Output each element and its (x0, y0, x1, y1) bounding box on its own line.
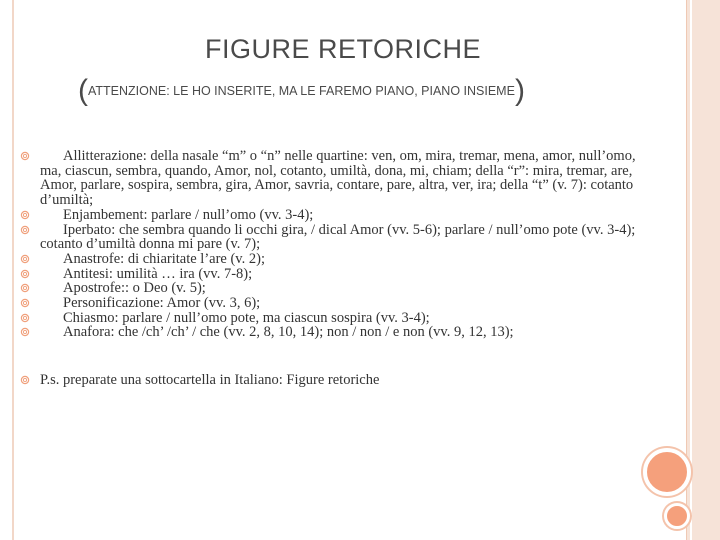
list-item-text: Antitesi: umilità … ira (vv. 7-8); (63, 265, 253, 282)
list-item-text: Anastrofe: di chiaritate l’are (v. 2); (63, 250, 265, 267)
bullet-icon (20, 210, 30, 220)
list-item (40, 208, 640, 223)
bullet-icon (20, 151, 30, 161)
list-item (40, 281, 640, 296)
bullet-icon (20, 327, 30, 337)
list-item-text: Enjambement: parlare / null’omo (vv. 3-4); (63, 206, 314, 223)
bullet-icon (20, 313, 30, 323)
list-item-text: Iperbato: che sembra quando li occhi gira, / dical Amor (vv. 5-6); parlare / null’omo pote (vv. 3-4); cotanto d’umiltà donna mi pare (v. 7); (40, 221, 636, 253)
frame-left-border (0, 0, 14, 540)
list-item (40, 296, 640, 311)
list-item (40, 267, 640, 282)
bullet-icon (20, 283, 30, 293)
bullet-icon (20, 269, 30, 279)
list-item-text: Allitterazione: della nasale “m” o “n” nelle quartine: ven, om, mira, tremar, mena, amor, null’omo, ma, ciascun, sembra, quando, Amor, nol, cotanto, umiltà, dona, mi, chiam; della “r”: mira, tremar, are, Amor, parlare, sospira, sembra, gira, Amor, savria, contare, pare, altra, ver, ira; della “t” (v. 7): cotanto d’umiltà; (40, 148, 636, 209)
subtitle-text: ATTENZIONE: LE HO INSERITE, MA LE FAREMO PIANO, PIANO INSIEME (88, 84, 515, 98)
frame-right-line (690, 0, 692, 540)
slide-title: FIGURE RETORICHE (204, 34, 482, 64)
list-spacer (40, 340, 640, 373)
subtitle-open-paren: ( (78, 74, 88, 107)
list-item-text: Personificazione: Amor (vv. 3, 6); (63, 295, 261, 312)
subtitle-close-paren: ) (514, 74, 525, 107)
list-item (40, 252, 640, 267)
list-item-text: Apostrofe:: o Deo (v. 5); (63, 280, 206, 297)
list-item (40, 149, 640, 208)
decorative-circle-large (643, 448, 691, 496)
list-item (40, 223, 640, 252)
bullet-icon (20, 298, 30, 308)
footnote-item (40, 373, 640, 388)
footnote-text: P.s. preparate una sottocartella in Italiano: Figure retoriche (40, 372, 380, 389)
list-item-text: Chiasmo: parlare / null’omo pote, ma ciascun sospira (vv. 3-4); (63, 309, 430, 326)
list-item (40, 325, 640, 340)
list-item (40, 311, 640, 326)
slide-subtitle (78, 74, 598, 108)
bullet-icon (20, 254, 30, 264)
bullet-list (40, 149, 640, 388)
decorative-circle-small (664, 503, 690, 529)
list-item-text: Anafora: che /ch’ /ch’ / che (vv. 2, 8, 10, 14); non / non / e non (vv. 9, 12, 13); (63, 324, 514, 341)
bullet-icon (20, 225, 30, 235)
bullet-icon (20, 375, 30, 385)
